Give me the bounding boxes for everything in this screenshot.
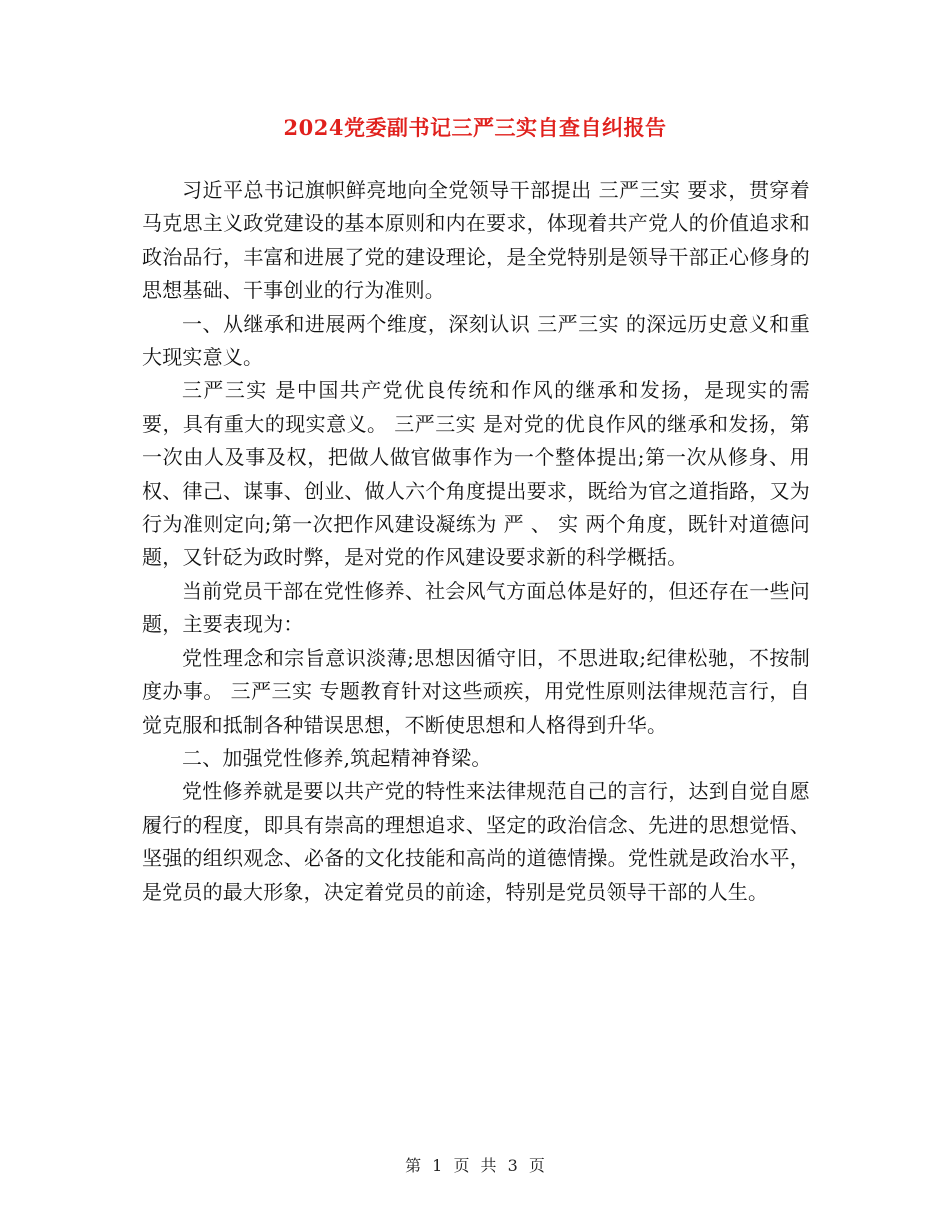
- page-number-footer: 第 1 页 共 3 页: [405, 1156, 545, 1175]
- document-title: 2024党委副书记三严三实自查自纠报告: [283, 115, 667, 140]
- paragraph-section-two-heading: 二、加强党性修养,筑起精神脊梁。: [182, 745, 492, 770]
- paragraph-three-strict: 三严三实 是中国共产党优良传统和作风的继承和发扬，是现实的需要，具有重大的现实意义。 三严三实 是对党的优良作风的继承和发扬，第一次由人及事及权，把做人做官做事作为一个整体提出;第一次从修身、用权、律己、谋事、创业、做人六个角度提出要求，既给为官之道指路，又为行为准则定向;第一次把作风建设凝练为 严 、 实 两个角度，既针对道德问题，又针砭为政时弊，是对党的作风建设要求新的科学概括。: [142, 378, 810, 570]
- paragraph-party-cultivation: 党性修养就是要以共产党的特性来法律规范自己的言行，达到自觉自愿履行的程度，即具有崇高的理想追求、坚定的政治信念、先进的思想觉悟、坚强的组织观念、必备的文化技能和高尚的道德情操。党性就是政治水平，是党员的最大形象，决定着党员的前途，特别是党员领导干部的人生。: [142, 779, 810, 904]
- paragraph-intro: 习近平总书记旗帜鲜亮地向全党领导干部提出 三严三实 要求，贯穿着马克思主义政党建设的基本原则和内在要求，体现着共产党人的价值追求和政治品行，丰富和进展了党的建设理论，是全党特别是领导干部正心修身的思想基础、干事创业的行为准则。: [142, 178, 810, 303]
- paragraph-section-one-heading: 一、从继承和进展两个维度，深刻认识 三严三实 的深远历史意义和重大现实意义。: [142, 311, 810, 370]
- document-body: [142, 174, 810, 909]
- paragraph-problem-list: 党性理念和宗旨意识淡薄;思想因循守旧，不思进取;纪律松驰，不按制度办事。 三严三实 专题教育针对这些顽疾，用党性原则法律规范言行，自觉克服和抵制各种错误思想，不断使思想和人格得到升华。: [142, 645, 810, 737]
- paragraph-current-problems: 当前党员干部在党性修养、社会风气方面总体是好的，但还存在一些问题，主要表现为：: [142, 578, 810, 637]
